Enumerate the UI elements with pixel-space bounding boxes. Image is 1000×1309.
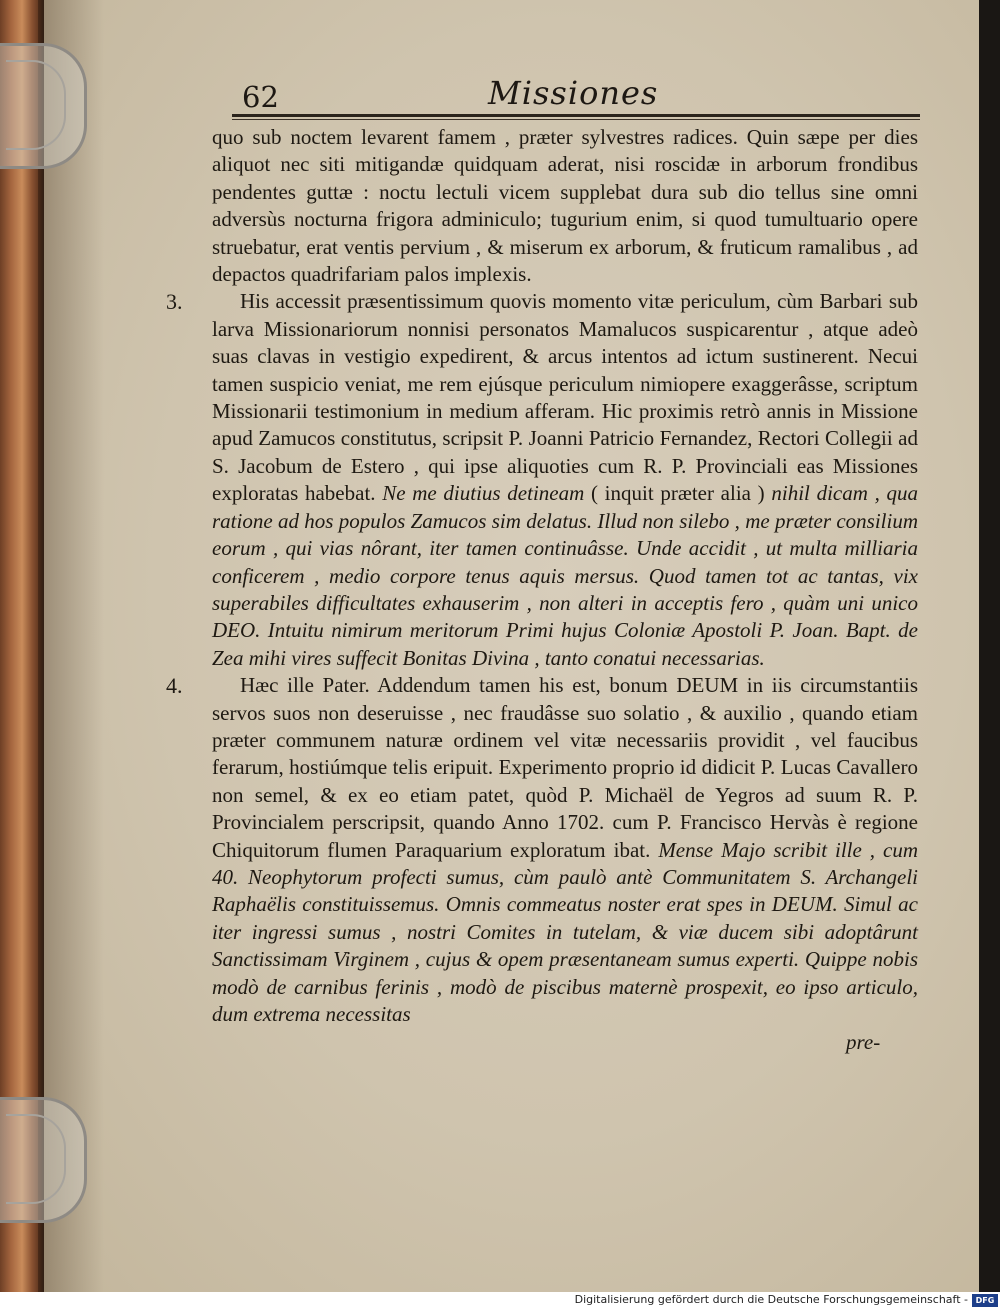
paragraph-segment: quo sub noctem levarent famem , præter sylvestres radices. Quin sæpe per dies aliquot nec siti mitigandæ quidquam aderat, nisi roscidæ in arborum frondibus pendentes guttæ : noctu lectuli vicem supplebat dura sub dio tellus sine omni adversùs nocturna frigora adminiculo; tugurium enim, si quod tumultuario opere struebatur, erat ventis pervium , & miserum ex arborum, & fruticum ramalibus , ad depactos quadrifariam palos implexis. [212, 125, 918, 287]
book-clip-top [0, 43, 87, 169]
digitization-footer [0, 1292, 1000, 1309]
paragraph-3 [166, 288, 919, 672]
dfg-logo-icon: DFG [972, 1294, 998, 1307]
paragraph-segment: Hæc ille Pater. Addendum tamen his est, bonum DEUM in iis circumstantiis servos suos non deseruisse , nec fraudâsse suo solatio , & auxilio , quando etiam præter communem naturæ ordinem vel vitæ necessariis providit , vel faucibus ferarum, hostiúmque telis eripuit. Experimento proprio id didicit P. Lucas Cavallero non semel, & ex eo etiam patet, quòd P. Michaël de Yegros ad suum R. P. Provincialem perscripsit, quando Anno 1702. cum P. Francisco Hervàs è regione Chiquitorum flumen Paraquarium exploratum ibat. [212, 673, 918, 862]
running-title: Missiones [488, 74, 659, 112]
page-header [232, 74, 920, 114]
page-right-edge [979, 0, 1000, 1292]
margin-number: 4. [166, 673, 183, 699]
paragraph-4 [166, 672, 918, 1028]
book-clip-bottom [0, 1097, 87, 1223]
header-rule [232, 114, 920, 117]
paragraph-segment-italic: Ne me diutius detineam [382, 481, 591, 506]
paragraph-segment-italic: nihil dicam , qua ratione ad hos populos Zamucos sim delatus. Illud non silebo , me præter consilium eorum , qui vias nôrant, iter tamen continuâsse. Unde accidit , ut multa milliaria conficerem , medio corpore tenus aquis mersus. Quod tamen tot ac tantas, vix superabiles difficultates exhauserim , non alteri in acceptis fero , quàm uni unico DEO. Intuitu nimirum meritorum Primi hujus Coloniæ Apostoli P. Joan. Bapt. de Zea mihi vires suffecit Bonitas Divina , tanto conatui necessarias. [212, 481, 919, 670]
footer-credit: Digitalisierung gefördert durch die Deutsche Forschungsgemeinschaft - [574, 1293, 968, 1306]
paragraph-segment-italic: Mense Majo scribit ille , cum 40. Neophytorum profecti sumus, cùm paulò antè Communitatem S. Archangeli Raphaëlis constituissemus. Omnis commeatus noster erat spes in DEUM. Simul ac iter ingressi sumus , nostri Comites in tutelam, & viæ ducem sibi adoptârunt Sanctissimam Virginem , cujus & opem præsentaneam sumus experti. Quippe nobis modò de carnibus ferinis , modò de piscibus maternè prospexit, eo ipso articulo, dum extrema necessitas [212, 837, 918, 1026]
paragraph-segment: ( inquit præter alia ) [590, 481, 772, 506]
catchword: pre- [846, 1030, 881, 1054]
paragraph-segment: His accessit præsentissimum quovis momento vitæ periculum, cùm Barbari sub larva Missionariorum nonnisi personatos Mamalucos suspicarentur , atque adeò suas clavas in vestigio expedirent, & arcus intentos ad ictum sustinerent. Necui tamen suspicio veniat, me rem ejúsque periculum nimiopere exaggerâsse, scriptum Missionarii testimonium in medium afferam. Hic proximis retrò annis in Missione apud Zamucos constitutus, scripsit P. Joanni Patricio Fernandez, Rectori Collegii ad S. Jacobum de Estero , qui ipse aliquoties cum R. P. Provinciali eas Missiones exploratas habebat. [212, 289, 918, 506]
paragraph-1 [212, 124, 918, 288]
margin-number: 3. [166, 289, 183, 315]
page-number: 62 [242, 80, 279, 114]
body-text [166, 124, 919, 1028]
